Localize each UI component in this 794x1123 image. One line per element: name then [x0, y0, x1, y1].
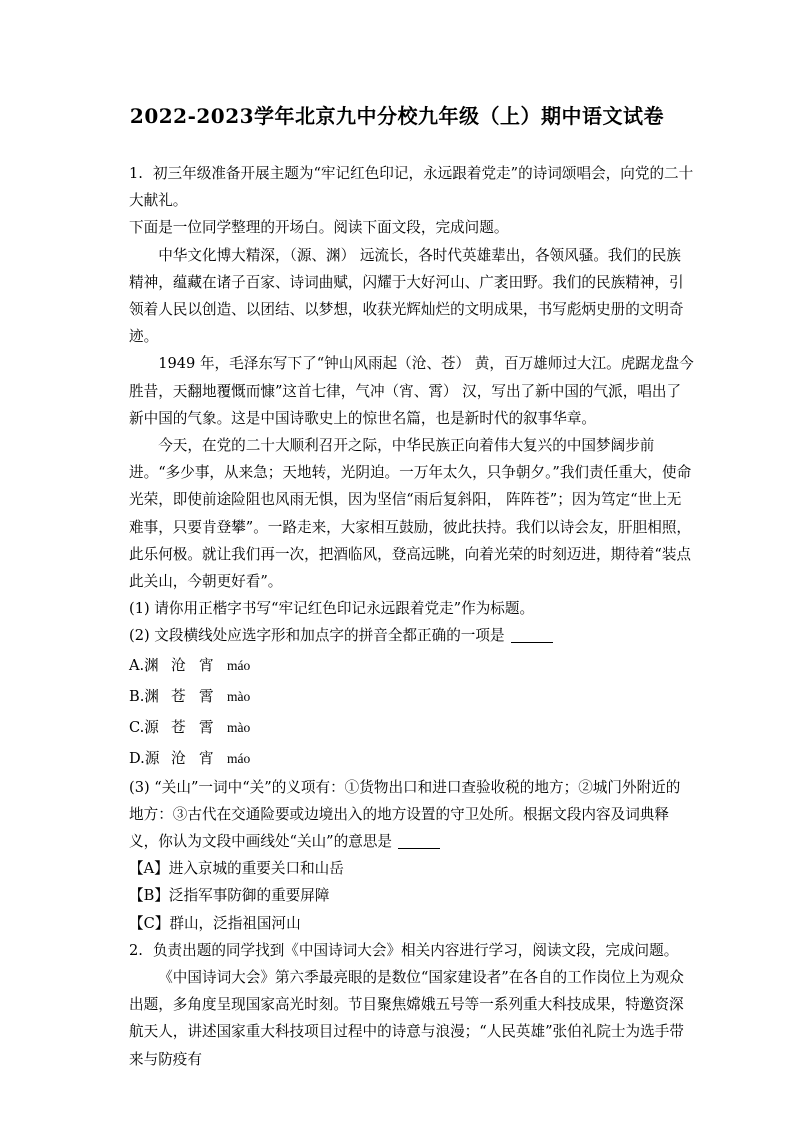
sub-question-2: (2) 文段横线处应选字形和加点字的拼音全都正确的一项是 — [129, 622, 694, 649]
choice-b[interactable]: 【B】泛指军事防御的重要屏障 — [129, 887, 330, 905]
question-1-stem: 1. 初三年级准备开展主题为“牢记红色印记，永远跟着党走”的诗词颂唱会，向党的二十大献礼。 — [129, 165, 694, 210]
choice-a[interactable]: 【A】进入京城的重要关口和山岳 — [129, 860, 344, 878]
document-body — [129, 160, 694, 1073]
passage-paragraph-1: 中华文化博大精深，（源、渊） 远流长，各时代英雄辈出，各领风骚。我们的民族精神，蕴藏在诸子百家、诗词曲赋，闪耀于大好河山、广袤田野。我们的民族精神，引领着人民以创造、以团结、以梦想，收获光辉灿烂的文明成果，书写彪炳史册的文明奇迹。 — [129, 246, 684, 346]
option-b[interactable]: B.渊 苍 霄 mào — [129, 687, 251, 705]
q2-passage-paragraph-1: 《中国诗词大会》第六季最亮眼的是数位“国家建设者”在各自的工作岗位上为观众出题，多角度呈现国家高光时刻。节目聚焦嫦娥五号等一系列重大科技成果，特邀资深航天人，讲述国家重大科技项目过程中的诗意与浪漫；“人民英雄”张伯礼院士为选手带来与防疫有 — [129, 969, 684, 1068]
choice-c[interactable]: 【C】群山，泛指祖国河山 — [129, 914, 301, 932]
answer-blank[interactable] — [511, 628, 553, 644]
question-number: 2. — [129, 941, 143, 959]
options-list — [129, 650, 694, 774]
passage-paragraph-2: 1949 年，毛泽东写下了“钟山风雨起（沧、苍） 黄，百万雄师过大江。虎踞龙盘今胜昔，天翻地覆慨而慷”这首七律，气冲（宵、霄） 汉，写出了新中国的气派，唱出了新中国的气象。这是中国诗歌史上的惊世名篇，也是新时代的叙事华章。 — [129, 355, 694, 427]
question-number: 1. — [129, 165, 143, 182]
option-a[interactable]: A.渊 沧 宵 máo — [129, 656, 251, 674]
passage-paragraph-3: 今天，在党的二十大顺利召开之际，中华民族正向着伟大复兴的中国梦阔步前进。“多少事，从来急；天地转，光阴迫。一万年太久，只争朝夕。”我们责任重大，使命光荣，即使前途险阻也风雨无惧，因为坚信“雨后复斜阳， 阵阵苍”；因为笃定“世上无难事，只要肯登攀”。一路走来，大家相互鼓励，彼此扶持。我们以诗会友，肝胆相照，此乐何极。就让我们再一次，把酒临风，登高远眺，向着光荣的时刻迈进，期待着“装点此关山，今朝更好看”。 — [129, 437, 692, 591]
question-1-intro: 下面是一位同学整理的开场白。阅读下面文段，完成问题。 — [129, 219, 509, 237]
answer-blank[interactable] — [398, 833, 440, 849]
option-c[interactable]: C.源 苍 霄 mào — [129, 718, 251, 736]
sub-question-1: (1) 请你用正楷字书写“牢记红色印记永远跟着党走”作为标题。 — [129, 600, 535, 618]
option-d[interactable]: D.源 沧 宵 máo — [129, 749, 251, 767]
question-2-stem: 2. 负责出题的同学找到《中国诗词大会》相关内容进行学习，阅读文段，完成问题。 — [129, 941, 679, 959]
page-title: 2022-2023学年北京九中分校九年级（上）期中语文试卷 — [129, 104, 665, 128]
sub-question-3: (3) “关山”一词中“关”的义项有：①货物出口和进口查验收税的地方；②城门外附近的地方：③古代在交通险要或边境出入的地方设置的守卫处所。根据文段内容及词典释义，你认为文段中画线处“关山”的意思是 — [129, 778, 681, 851]
